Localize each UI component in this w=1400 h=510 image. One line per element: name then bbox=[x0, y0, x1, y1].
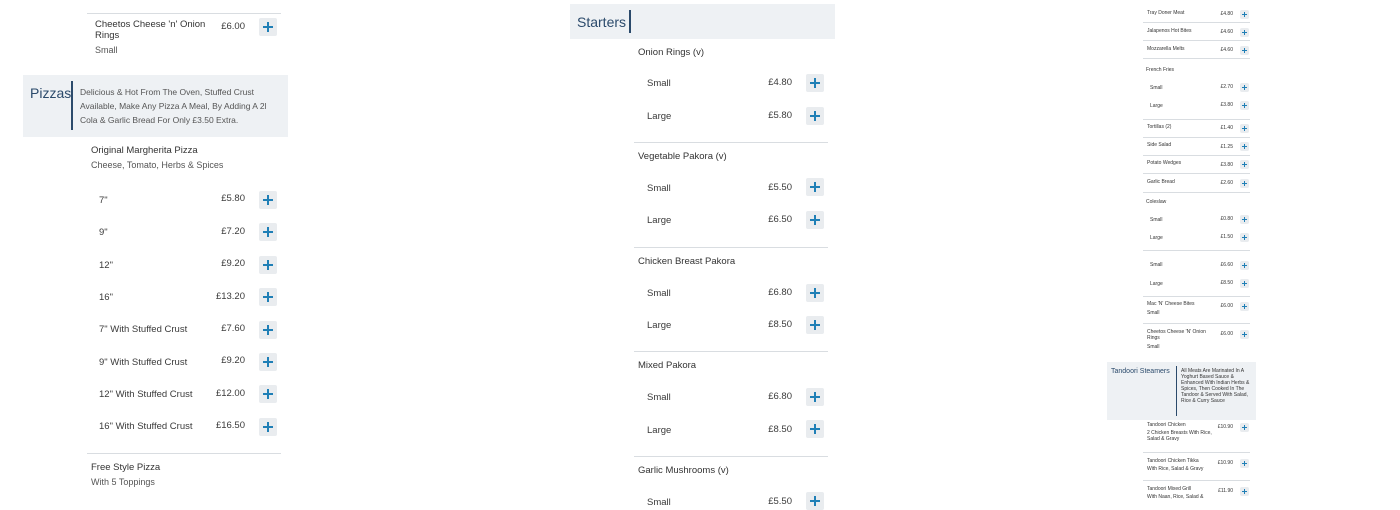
add-size-button[interactable] bbox=[259, 288, 277, 306]
mini-add-button[interactable] bbox=[1240, 487, 1249, 496]
mini-size-label: Small bbox=[1150, 262, 1163, 268]
mini-item-price: £10.90 bbox=[1217, 460, 1233, 466]
mini-item-title: Coleslaw bbox=[1146, 199, 1167, 205]
mini-add-button[interactable] bbox=[1240, 179, 1249, 188]
size-label: Small bbox=[647, 392, 671, 403]
size-price: £5.50 bbox=[768, 496, 792, 507]
category-divider bbox=[1176, 366, 1177, 416]
add-size-button[interactable] bbox=[259, 321, 277, 339]
size-price: £5.50 bbox=[768, 182, 792, 193]
size-price: £5.80 bbox=[221, 193, 245, 204]
add-size-button[interactable] bbox=[806, 211, 824, 229]
item-description: Cheese, Tomato, Herbs & Spices bbox=[91, 160, 224, 170]
mini-add-button[interactable] bbox=[1240, 279, 1249, 288]
divider bbox=[1143, 480, 1250, 481]
category-divider bbox=[71, 81, 73, 130]
mini-add-button[interactable] bbox=[1240, 142, 1249, 151]
mini-item-label: Potato Wedges bbox=[1147, 160, 1182, 166]
mini-item-label: Jalapenos Hot Bites bbox=[1147, 28, 1192, 34]
mini-size-label: Large bbox=[1150, 235, 1163, 241]
divider bbox=[634, 456, 828, 457]
size-price: £8.50 bbox=[768, 424, 792, 435]
mini-item-title: French Fries bbox=[1146, 67, 1175, 73]
add-size-button[interactable] bbox=[259, 223, 277, 241]
divider bbox=[1143, 192, 1250, 193]
item-price: £6.00 bbox=[221, 21, 245, 32]
divider bbox=[1143, 173, 1250, 174]
mini-size-label: Small bbox=[1150, 217, 1163, 223]
mini-item-price: £6.60 bbox=[1220, 262, 1233, 268]
mini-item-price: £1.50 bbox=[1220, 234, 1233, 240]
add-size-button[interactable] bbox=[259, 353, 277, 371]
size-label: 9" bbox=[99, 227, 108, 238]
size-price: £7.20 bbox=[221, 226, 245, 237]
size-price: £8.50 bbox=[768, 319, 792, 330]
mini-item-price: £1.40 bbox=[1220, 125, 1233, 131]
size-price: £12.00 bbox=[215, 388, 245, 399]
mini-item-label: Tandoori Mixed Grill bbox=[1147, 486, 1192, 492]
mini-item-price: £10.90 bbox=[1217, 424, 1233, 430]
mini-item-price: £2.60 bbox=[1220, 180, 1233, 186]
divider bbox=[634, 247, 828, 248]
size-label: 7" bbox=[99, 195, 108, 206]
size-price: £4.80 bbox=[768, 77, 792, 88]
divider bbox=[634, 142, 828, 143]
divider bbox=[1143, 250, 1250, 251]
size-price: £13.20 bbox=[215, 291, 245, 302]
divider bbox=[87, 13, 281, 14]
mini-add-button[interactable] bbox=[1240, 261, 1249, 270]
size-label: 7" With Stuffed Crust bbox=[99, 324, 188, 335]
item-title-cheetos: Cheetos Cheese 'n' Onion Rings bbox=[95, 19, 206, 41]
add-size-button[interactable] bbox=[806, 492, 824, 510]
size-label: 16" With Stuffed Crust bbox=[99, 421, 193, 432]
size-price: £16.50 bbox=[215, 420, 245, 431]
mini-add-button[interactable] bbox=[1240, 160, 1249, 169]
category-title: Tandoori Steamers bbox=[1111, 368, 1170, 375]
item-title-vegetable-pakora: Vegetable Pakora (v) bbox=[638, 151, 727, 162]
item-title-onion-rings: Onion Rings (v) bbox=[638, 47, 704, 58]
mini-item-price: £0.80 bbox=[1220, 216, 1233, 222]
mini-size-label: Large bbox=[1150, 103, 1163, 109]
mini-item-price: £11.90 bbox=[1218, 488, 1233, 494]
mini-item-label: Tray Doner Meat bbox=[1147, 10, 1185, 16]
add-size-button[interactable] bbox=[806, 420, 824, 438]
mini-add-button[interactable] bbox=[1240, 46, 1249, 55]
add-size-button[interactable] bbox=[259, 385, 277, 403]
mini-add-button[interactable] bbox=[1240, 101, 1249, 110]
mini-add-button[interactable] bbox=[1240, 302, 1249, 311]
mini-add-button[interactable] bbox=[1240, 124, 1249, 133]
divider bbox=[1143, 40, 1250, 41]
item-title-chicken-breast-pakora: Chicken Breast Pakora bbox=[638, 256, 736, 267]
mini-item-price: £3.80 bbox=[1220, 102, 1233, 108]
mini-item-label: Mozzarella Melts bbox=[1147, 46, 1185, 52]
mini-add-button[interactable] bbox=[1240, 423, 1249, 432]
item-title-mixed-pakora: Mixed Pakora bbox=[638, 360, 697, 371]
add-size-button[interactable] bbox=[259, 418, 277, 436]
size-label: 16" bbox=[99, 292, 113, 303]
divider bbox=[1143, 22, 1250, 23]
size-price: £9.20 bbox=[221, 258, 245, 269]
add-size-button[interactable] bbox=[259, 256, 277, 274]
item-title-margherita: Original Margherita Pizza bbox=[91, 145, 198, 156]
divider bbox=[1143, 58, 1250, 59]
mini-add-button[interactable] bbox=[1240, 330, 1249, 339]
divider bbox=[1143, 119, 1250, 120]
item-title-garlic-mushrooms: Garlic Mushrooms (v) bbox=[638, 465, 729, 476]
size-label: Large bbox=[647, 320, 672, 331]
item-size-label: Small bbox=[95, 45, 118, 55]
add-size-button[interactable] bbox=[806, 388, 824, 406]
mini-size-label: Small bbox=[1150, 85, 1163, 91]
mini-item-price: £8.50 bbox=[1220, 280, 1233, 286]
size-price: £6.80 bbox=[768, 391, 792, 402]
category-title: Pizzas bbox=[30, 85, 72, 101]
mini-item-price: £6.00 bbox=[1220, 303, 1233, 309]
mini-item-sub: Small bbox=[1147, 344, 1160, 350]
divider bbox=[1143, 137, 1250, 138]
mini-item-price: £2.70 bbox=[1220, 84, 1233, 90]
mini-item-price: £3.80 bbox=[1220, 162, 1233, 168]
size-label: Large bbox=[647, 215, 672, 226]
size-price: £9.20 bbox=[221, 355, 245, 366]
size-label: Large bbox=[647, 111, 672, 122]
mini-item-price: £4.60 bbox=[1220, 47, 1233, 53]
divider bbox=[1143, 323, 1250, 324]
mini-item-label: Side Salad bbox=[1147, 142, 1172, 148]
mini-item-label: Cheetos Cheese 'N' Onion Rings bbox=[1147, 329, 1206, 341]
mini-add-button[interactable] bbox=[1240, 10, 1249, 19]
mini-item-label: Tandoori Chicken bbox=[1147, 422, 1186, 428]
size-label: Small bbox=[647, 288, 671, 299]
add-cheetos-button[interactable] bbox=[259, 18, 277, 36]
add-size-button[interactable] bbox=[259, 191, 277, 209]
divider bbox=[87, 453, 281, 454]
category-title: Starters bbox=[577, 14, 627, 30]
mini-size-label: Large bbox=[1150, 281, 1163, 287]
category-description: All Meats Are Marinated In A Yoghurt Based Sauce & Enhanced With Indian Herbs & Spices, Then Cooked In The Tandoor & Served With Salad, Rice & Curry Sauce bbox=[1181, 368, 1250, 404]
size-label: Small bbox=[647, 78, 671, 89]
mini-item-label: Garlic Bread bbox=[1147, 179, 1175, 185]
size-label: Large bbox=[647, 425, 672, 436]
add-size-button[interactable] bbox=[806, 316, 824, 334]
size-label: 12" With Stuffed Crust bbox=[99, 389, 193, 400]
mini-item-price: £4.60 bbox=[1220, 29, 1233, 35]
mini-add-button[interactable] bbox=[1240, 28, 1249, 37]
category-divider bbox=[629, 10, 631, 33]
add-size-button[interactable] bbox=[806, 107, 824, 125]
mini-add-button[interactable] bbox=[1240, 83, 1249, 92]
size-label: 9" With Stuffed Crust bbox=[99, 357, 188, 368]
mini-item-label: Tortillas (2) bbox=[1147, 124, 1172, 130]
add-size-button[interactable] bbox=[806, 178, 824, 196]
mini-item-price: £1.25 bbox=[1220, 144, 1233, 150]
mini-item-label: Mac 'N' Cheese Bites bbox=[1147, 301, 1195, 307]
divider bbox=[1143, 452, 1250, 453]
mini-add-button[interactable] bbox=[1240, 233, 1249, 242]
add-size-button[interactable] bbox=[806, 284, 824, 302]
mini-item-label: Tandoori Chicken Tikka bbox=[1147, 458, 1199, 464]
divider bbox=[1143, 296, 1250, 297]
divider bbox=[634, 351, 828, 352]
mini-item-sub: With Rice, Salad & Gravy bbox=[1147, 466, 1204, 472]
mini-item-sub: Small bbox=[1147, 310, 1160, 316]
category-description: Delicious & Hot From The Oven, Stuffed Crust Available, Make Any Pizza A Meal, By Adding A 2l Cola & Garlic Bread For Only £3.50 Extra. bbox=[80, 87, 267, 125]
mini-item-price: £6.00 bbox=[1220, 331, 1233, 337]
mini-add-button[interactable] bbox=[1240, 215, 1249, 224]
mini-item-sub: With Naan, Rice, Salad & bbox=[1147, 494, 1204, 500]
item-title-freestyle: Free Style Pizza bbox=[91, 462, 161, 473]
size-label: Small bbox=[647, 497, 671, 508]
size-price: £6.80 bbox=[768, 287, 792, 298]
mini-add-button[interactable] bbox=[1240, 459, 1249, 468]
item-description: With 5 Toppings bbox=[91, 477, 155, 487]
size-price: £5.80 bbox=[768, 110, 792, 121]
mini-item-price: £4.80 bbox=[1220, 11, 1233, 17]
size-label: Small bbox=[647, 183, 671, 194]
mini-item-sub: 2 Chicken Breasts With Rice, Salad & Gravy bbox=[1147, 430, 1212, 442]
size-label: 12" bbox=[99, 260, 113, 271]
size-price: £6.50 bbox=[768, 214, 792, 225]
add-size-button[interactable] bbox=[806, 74, 824, 92]
size-price: £7.60 bbox=[221, 323, 245, 334]
divider bbox=[1143, 155, 1250, 156]
